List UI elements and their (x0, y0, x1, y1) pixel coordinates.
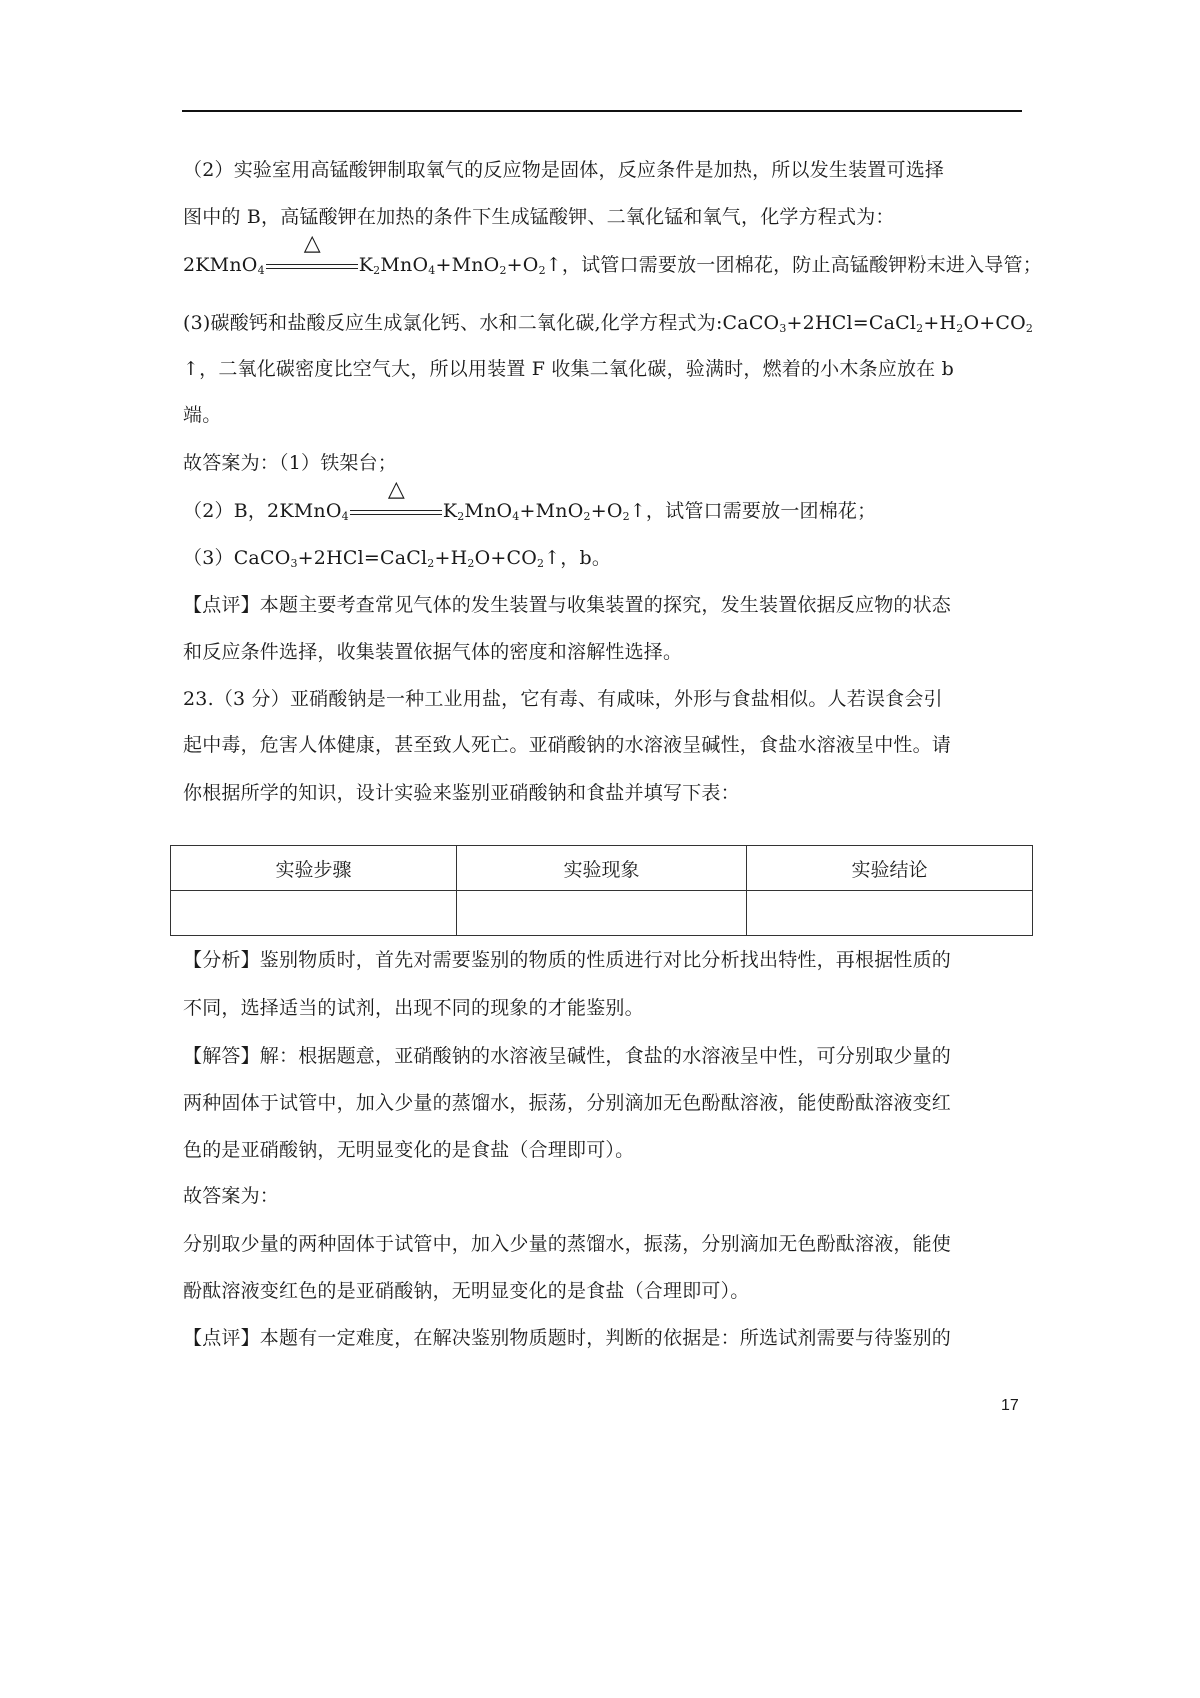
subscript: 2 (583, 510, 591, 523)
subscript: 4 (257, 264, 265, 277)
table-row (171, 891, 1033, 936)
q23-line-2: 起中毒，危害人体健康，甚至致人死亡。亚硝酸钠的水溶液呈碱性，食盐水溶液呈中性。请 (183, 734, 952, 756)
a3-h: +H (434, 547, 468, 569)
answer-2 (183, 477, 1029, 529)
subscript: 2 (499, 264, 507, 277)
a3-mid: +2HCl=CaCl (297, 547, 428, 569)
a2-k: K (442, 500, 458, 522)
subscript: 2 (916, 322, 924, 335)
p3-text: (3)碳酸钙和盐酸反应生成氯化钙、水和二氧化碳,化学方程式为:CaCO (183, 312, 780, 334)
subscript: 4 (341, 510, 349, 523)
subscript: 2 (1025, 322, 1034, 335)
answer23-intro: 故答案为： (183, 1185, 280, 1207)
subscript: 2 (538, 264, 546, 277)
subscript: 2 (457, 510, 465, 523)
subscript: 2 (373, 264, 381, 277)
p3-line-3: 端。 (183, 404, 222, 426)
subscript: 2 (956, 322, 964, 335)
p3-eq-o: O+CO (963, 312, 1026, 334)
subscript: 2 (622, 510, 630, 523)
a2-mno2: +MnO (519, 500, 584, 522)
subscript: 4 (512, 510, 520, 523)
delta-icon: △ (303, 231, 321, 256)
experiment-table (170, 845, 1033, 936)
table-header-row (171, 846, 1033, 891)
cell-conclusion (747, 891, 1033, 936)
review22-line-2: 和反应条件选择，收集装置依据气体的密度和溶解性选择。 (183, 641, 683, 663)
eq-product-o2: +O (506, 254, 539, 276)
subscript: 3 (779, 322, 787, 335)
a2-mno4: MnO (464, 500, 513, 522)
a2-tail: ↑，试管口需要放一团棉花； (629, 500, 877, 522)
analysis-line-1: 【分析】鉴别物质时，首先对需要鉴别的物质的性质进行对比分析找出特性，再根据性质的 (183, 949, 952, 971)
eq-product-k: K (358, 254, 374, 276)
eq-product-mno2: +MnO (435, 254, 500, 276)
header-steps: 实验步骤 (171, 846, 457, 891)
header-rule (182, 110, 1022, 112)
p3-eq-h: +H (923, 312, 957, 334)
cell-steps (171, 891, 457, 936)
subscript: 2 (467, 557, 475, 570)
solution-line-3: 色的是亚硝酸钠，无明显变化的是食盐（合理即可）。 (183, 1139, 635, 1161)
subscript: 4 (428, 264, 436, 277)
review23-line-1: 【点评】本题有一定难度，在解决鉴别物质题时，判断的依据是：所选试剂需要与待鉴别的 (183, 1327, 952, 1349)
p2-line-2: 图中的 B，高锰酸钾在加热的条件下生成锰酸钾、二氧化锰和氧气，化学方程式为： (183, 206, 895, 228)
p3-line-1 (183, 305, 1034, 341)
q23-line-3: 你根据所学的知识，设计实验来鉴别亚硝酸钠和食盐并填写下表： (183, 782, 740, 804)
cell-phenomena (457, 891, 747, 936)
p3-line-2: ↑，二氧化碳密度比空气大，所以用装置 F 收集二氧化碳，验满时，燃着的小木条应放在 b (183, 358, 954, 380)
eq-tail-text: ，试管口需要放一团棉花，防止高锰酸钾粉末进入导管； (561, 254, 1042, 276)
answer23-line-1: 分别取少量的两种固体于试管中，加入少量的蒸馏水，振荡，分别滴加无色酚酞溶液，能使 (183, 1233, 952, 1255)
subscript: 3 (290, 557, 298, 570)
gas-arrow: ↑ (545, 254, 562, 276)
p3-eq-mid: +2HCl=CaCl (786, 312, 917, 334)
solution-line-1: 【解答】解：根据题意，亚硝酸钠的水溶液呈碱性，食盐的水溶液呈中性，可分别取少量的 (183, 1045, 952, 1067)
page-number: 17 (1001, 1397, 1019, 1414)
analysis-line-2: 不同，选择适当的试剂，出现不同的现象的才能鉴别。 (183, 997, 644, 1019)
heating-condition (266, 231, 358, 275)
q23-line-1: 23.（3 分）亚硝酸钠是一种工业用盐，它有毒、有咸味，外形与食盐相似。人若误食会引 (183, 688, 943, 710)
subscript: 2 (427, 557, 435, 570)
review22-line-1: 【点评】本题主要考查常见气体的发生装置与收集装置的探究，发生装置依据反应物的状态 (183, 594, 952, 616)
answer-3 (183, 540, 1029, 576)
equation-kmno4 (183, 231, 1042, 283)
eq-reactant: 2KMnO (183, 254, 258, 276)
answer23-line-2: 酚酞溶液变红色的是亚硝酸钠，无明显变化的是食盐（合理即可）。 (183, 1280, 750, 1302)
a3-prefix: （3）CaCO (183, 547, 291, 569)
header-phenomena: 实验现象 (457, 846, 747, 891)
a2-o2: +O (590, 500, 623, 522)
a3-o: O+CO (474, 547, 537, 569)
eq-product-mno4: MnO (380, 254, 429, 276)
solution-line-2: 两种固体于试管中，加入少量的蒸馏水，振荡，分别滴加无色酚酞溶液，能使酚酞溶液变红 (183, 1092, 952, 1114)
header-conclusion: 实验结论 (747, 846, 1033, 891)
answer-intro: 故答案为：（1）铁架台； (183, 452, 397, 474)
p2-line-1: （2）实验室用高锰酸钾制取氧气的反应物是固体，反应条件是加热，所以发生装置可选择 (183, 159, 945, 181)
heating-condition (350, 477, 442, 521)
subscript: 2 (536, 557, 545, 570)
a3-tail: ↑，b。 (544, 547, 612, 569)
a2-prefix: （2）B，2KMnO (183, 500, 342, 522)
delta-icon: △ (387, 477, 405, 502)
